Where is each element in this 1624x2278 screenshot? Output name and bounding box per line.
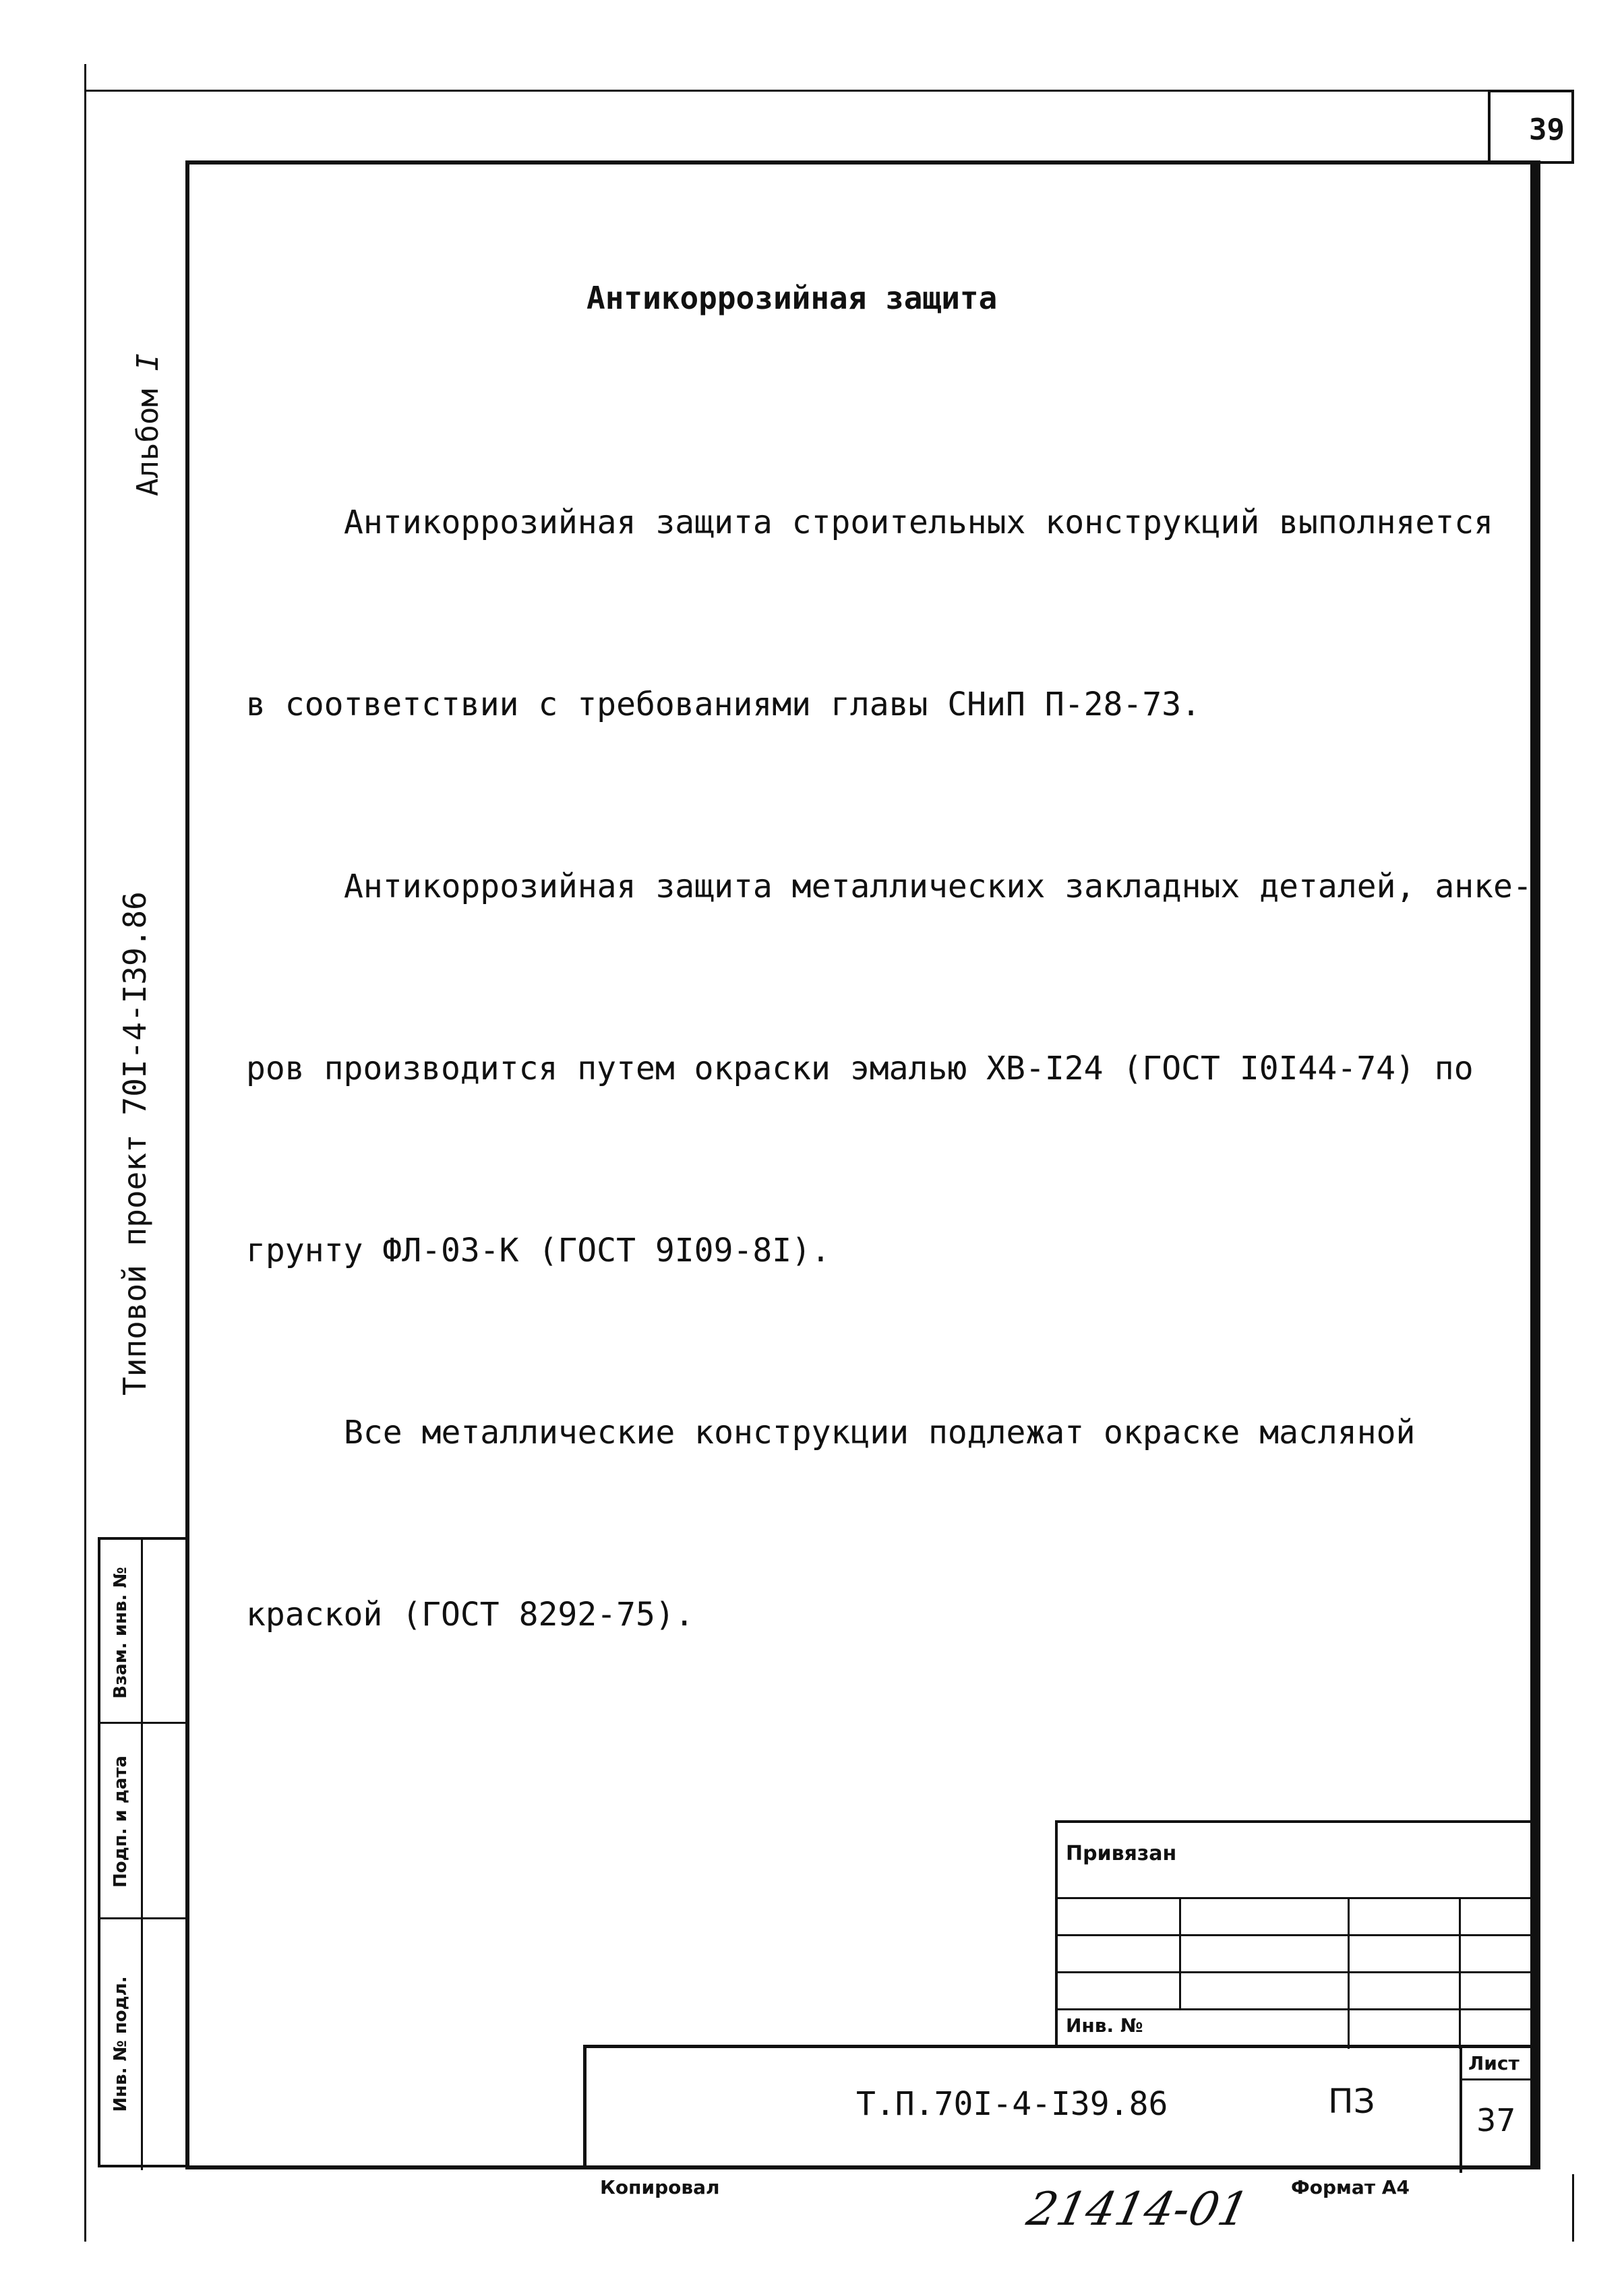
paragraph-2-line-1: Антикоррозийная защита металлических закладных деталей, анке- xyxy=(344,868,1532,905)
vzam-inv-label: Взам. инв. № xyxy=(111,1567,131,1699)
side-stamp xyxy=(98,1537,187,2167)
list-label: Лист xyxy=(1468,2052,1520,2074)
binding-line xyxy=(84,64,86,2242)
privyazan-label: Привязан xyxy=(1066,1842,1177,1865)
title-block xyxy=(583,2045,1534,2169)
handwritten-number: 21414-01 xyxy=(1022,2183,1254,2236)
project-label: Типовой проект 70I-4-I39.86 xyxy=(117,891,153,1396)
paragraph-2-line-2: ров производится путем окраски эмалью ХВ-I24 (ГОСТ I0I44-74) по xyxy=(246,1050,1474,1087)
album-label-text: Альбом xyxy=(131,389,165,496)
section-code: ПЗ xyxy=(1328,2082,1375,2121)
paragraph-1-line-2: в соответствии с требованиями главы СНиП П-28-73. xyxy=(246,686,1201,723)
podp-data-label: Подп. и дата xyxy=(111,1756,131,1888)
album-label xyxy=(128,337,169,512)
inv-podl-label: Инв. № подл. xyxy=(111,1976,131,2112)
list-number: 37 xyxy=(1476,2102,1516,2138)
doc-code: Т.П.70I-4-I39.86 xyxy=(856,2085,1168,2123)
page-title: Антикоррозийная защита xyxy=(587,280,998,316)
paragraph-3-line-1: Все металлические конструкции подлежат окраске масляной xyxy=(344,1414,1416,1451)
outer-top-line xyxy=(84,90,1490,92)
sheet-number-box xyxy=(1488,90,1574,164)
binding-stamp xyxy=(1055,1820,1534,2046)
sheet-number-top: 39 xyxy=(1529,113,1565,147)
paragraph-3-line-2: краской (ГОСТ 8292-75). xyxy=(246,1596,694,1633)
right-edge-line xyxy=(1572,2174,1574,2242)
inv-no-label: Инв. № xyxy=(1066,2014,1143,2037)
kopiroval-label: Копировал xyxy=(600,2176,720,2198)
album-number: I xyxy=(131,353,165,371)
body-text xyxy=(246,371,1532,1706)
paragraph-2-line-3: грунту ФЛ-03-К (ГОСТ 9I09-8I). xyxy=(246,1232,831,1269)
format-label: Формат А4 xyxy=(1291,2176,1410,2198)
paragraph-1-line-1: Антикоррозийная защита строительных конструкций выполняется xyxy=(344,504,1494,541)
